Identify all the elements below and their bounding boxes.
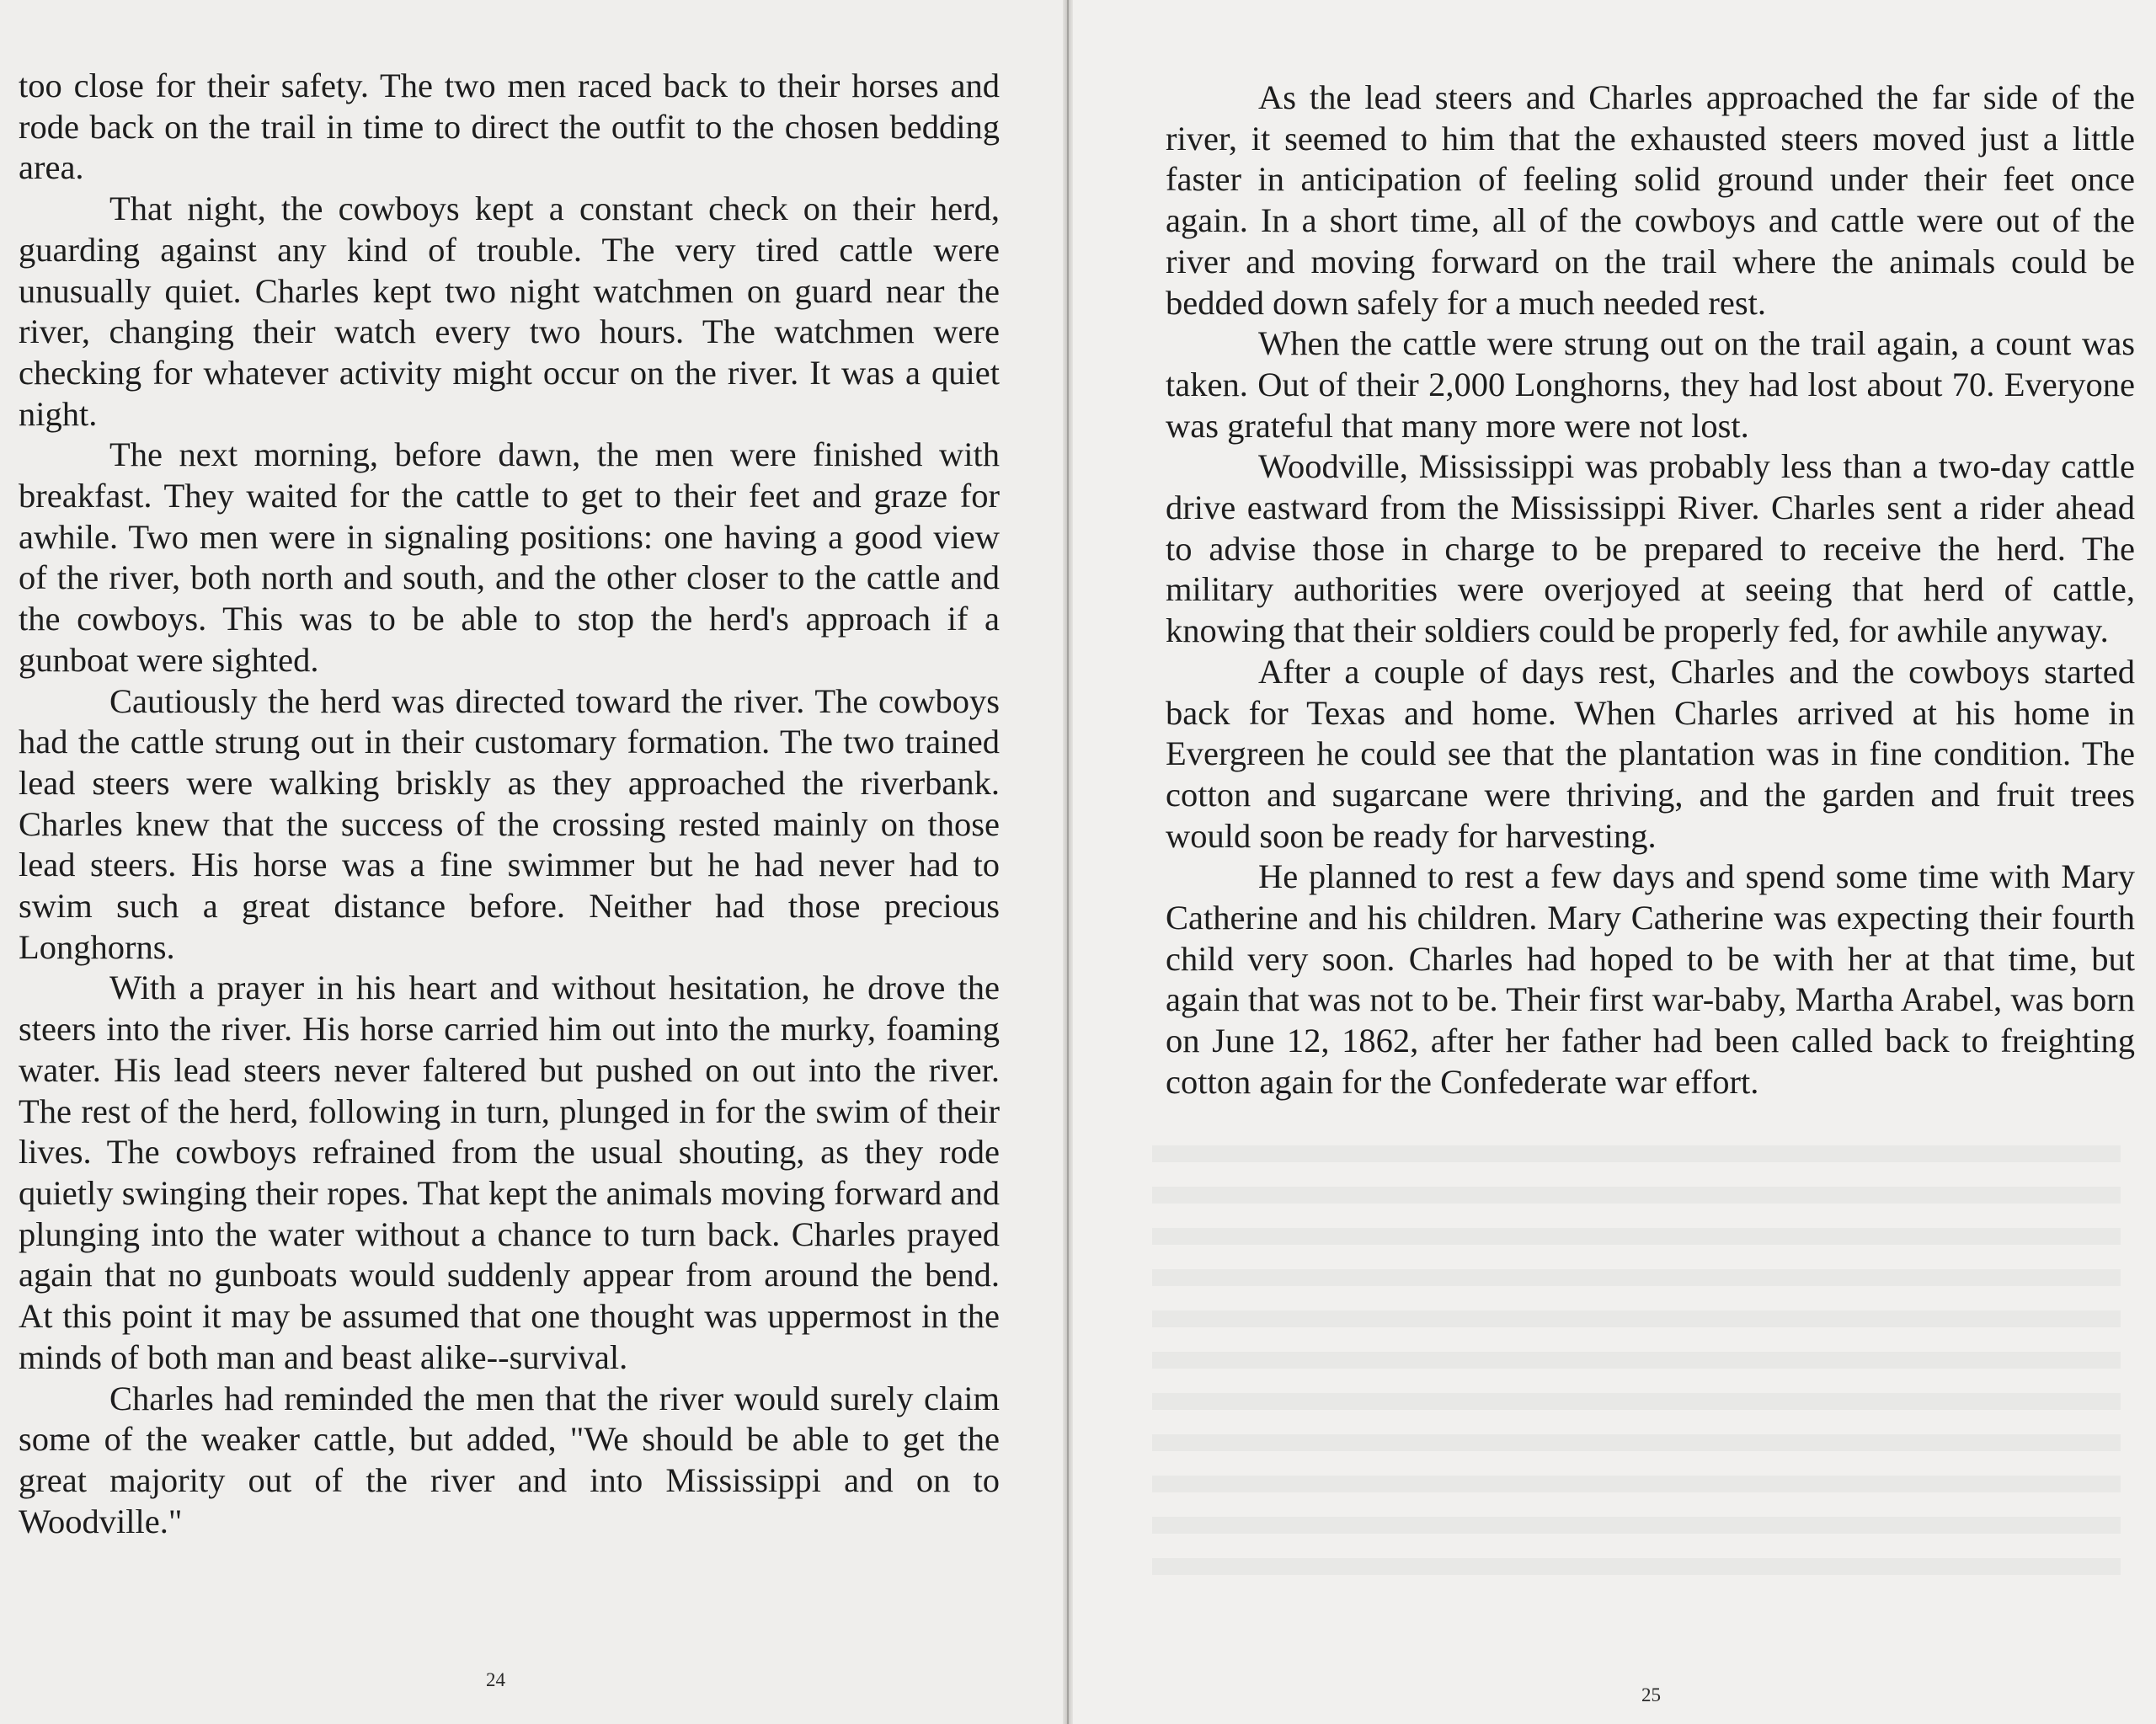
right-page-text xyxy=(1166,77,2135,1103)
paragraph: The next morning, before dawn, the men were finished with breakfast. They waited for the cattle to get to their feet and graze for awhile. Two men were in signaling positions: one having a good view of the river, both north and south, and the other closer to the cattle and the cowboys. This was to be able to stop the herd's approach if a gunboat were sighted. xyxy=(19,435,1000,679)
right-page xyxy=(1068,0,2156,1724)
paragraph: After a couple of days rest, Charles and the cowboys started back for Texas and home. When Charles arrived at his home in Evergreen he could see that the plantation was in fine condition. The cotton and sugarcane were thriving, and the garden and fruit trees would soon be ready for harvesting. xyxy=(1166,652,2135,855)
paragraph: That night, the cowboys kept a constant check on their herd, guarding against any kind of trouble. The very tired cattle were unusually quiet. Charles kept two night watchmen on guard near the river, changing their watch every two hours. The watchmen were checking for whatever activity might occur on the river. It was a quiet night. xyxy=(19,189,1000,433)
show-through-texture xyxy=(1152,1145,2121,1583)
paragraph: Charles had reminded the men that the river would surely claim some of the weaker cattle, but added, "We should be able to get the great majority out of the river and into Mississippi and on to Woodville." xyxy=(19,1379,1000,1540)
paragraph: He planned to rest a few days and spend some time with Mary Catherine and his children. Mary Catherine was expecting their fourth child very soon. Charles had hoped to be with her at that time, but again that was not to be. Their first war-baby, Martha Arabel, was born on June 12, 1862, after her father had been called back to freighting cotton again for the Confederate war effort. xyxy=(1166,857,2135,1101)
paragraph: Woodville, Mississippi was probably less than a two-day cattle drive eastward from the Mississippi River. Charles sent a rider ahead to advise those in charge to be prepared to receive the herd. The military authorities were overjoyed at seeing that herd of cattle, knowing that their soldiers could be properly fed, for awhile anyway. xyxy=(1166,447,2135,650)
gutter-fold-line xyxy=(1067,0,1069,1724)
paragraph: When the cattle were strung out on the trail again, a count was taken. Out of their 2,000 Longhorns, they had lost about 70. Everyone was grateful that many more were not lost. xyxy=(1166,324,2135,445)
left-page xyxy=(0,0,1068,1724)
paragraph: too close for their safety. The two men raced back to their horses and rode back on the trail in time to direct the outfit to the chosen bedding area. xyxy=(19,67,1000,187)
paragraph: Cautiously the herd was directed toward the river. The cowboys had the cattle strung out in their customary formation. The two trained lead steers were walking briskly as they approached the riverbank. Charles knew that the success of the crossing rested mainly on those lead steers. His horse was a fine swimmer but he had never had to swim such a great distance before. Neither had those precious Longhorns. xyxy=(19,681,1000,966)
paragraph: With a prayer in his heart and without hesitation, he drove the steers into the river. His horse carried him out into the murky, foaming water. His lead steers never faltered but pushed on out into the river. The rest of the herd, following in turn, plunged in for the swim of their lives. The cowboys refrained from the usual shouting, as they rode quietly swinging their ropes. That kept the animals moving forward and plunging into the water without a chance to turn back. Charles prayed again that no gunboats would suddenly appear from around the bend. At this point it may be assumed that one thought was uppermost in the minds of both man and beast alike--survival. xyxy=(19,969,1000,1376)
page-number: 24 xyxy=(486,1669,505,1690)
paragraph: As the lead steers and Charles approached the far side of the river, it seemed to him that the exhausted steers moved just a little faster in anticipation of feeling solid ground under their feet once again. In a short time, all of the cowboys and cattle were out of the river and moving forward on the trail where the animals could be bedded down safely for a much needed rest. xyxy=(1166,78,2135,322)
page-number: 25 xyxy=(1641,1684,1661,1705)
left-page-text xyxy=(19,66,1000,1542)
